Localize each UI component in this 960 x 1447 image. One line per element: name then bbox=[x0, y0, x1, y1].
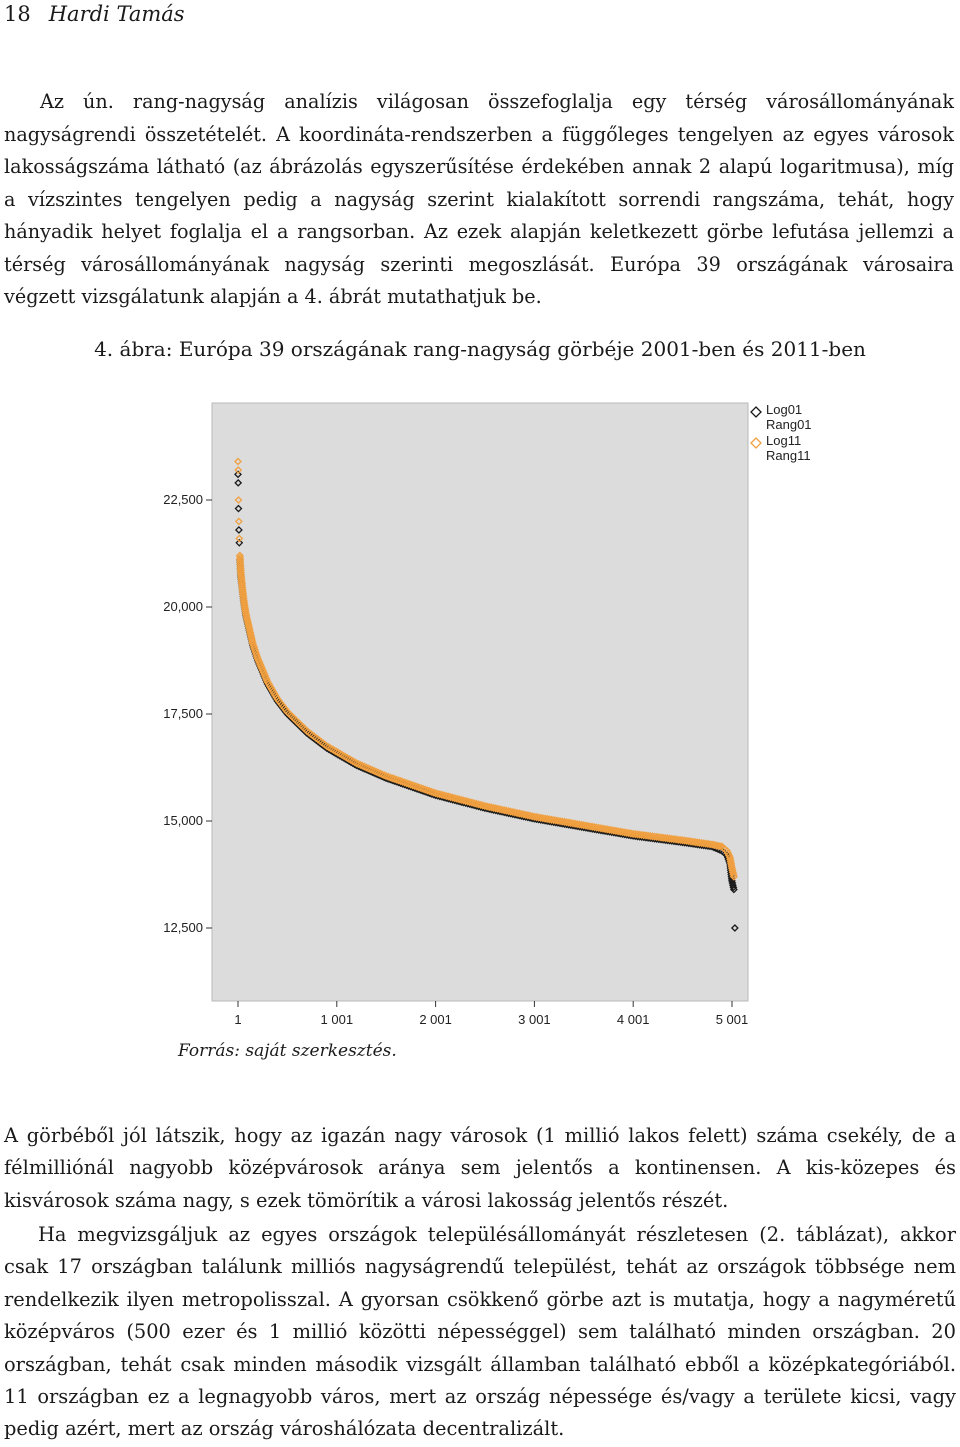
legend-label: Log01 bbox=[766, 402, 803, 417]
legend-label: Log11 bbox=[766, 433, 802, 448]
y-tick-label: 12,500 bbox=[163, 920, 203, 935]
running-author: Hardi Tamás bbox=[48, 2, 185, 26]
y-tick-label: 17,500 bbox=[163, 706, 203, 721]
legend-marker bbox=[751, 438, 761, 448]
y-tick-label: 20,000 bbox=[163, 599, 203, 614]
running-header bbox=[4, 2, 185, 26]
x-tick-label: 1 001 bbox=[320, 1012, 354, 1027]
plot-area bbox=[212, 403, 748, 1001]
legend-marker bbox=[751, 407, 761, 417]
legend-label: Rang01 bbox=[766, 417, 812, 432]
paragraph-discussion: A görbéből jól látszik, hogy az igazán nagy városok (1 millió lakos felett) száma csekély, de a félmilliónál nagyobb középvárosok aránya sem jelentős a kontinensen. A kis-közepes és kisvárosok száma nagy, s ezek tömörítik a városi lakosság jelentős részét. bbox=[4, 1124, 956, 1212]
x-tick-label: 5 001 bbox=[715, 1012, 749, 1027]
y-tick-label: 15,000 bbox=[163, 813, 203, 828]
y-tick-label: 22,500 bbox=[163, 492, 203, 507]
x-axis bbox=[234, 1001, 748, 1027]
figure-caption: 4. ábra: Európa 39 országának rang-nagyság görbéje 2001-ben és 2011-ben bbox=[94, 337, 866, 361]
rank-size-chart bbox=[0, 385, 960, 1085]
legend-label: Rang11 bbox=[766, 448, 811, 463]
page-number: 18 bbox=[4, 2, 31, 26]
y-axis bbox=[163, 492, 212, 935]
chart-legend bbox=[751, 402, 812, 463]
paragraph-countries: Ha megvizsgáljuk az egyes országok településállományát részletesen (2. táblázat), akkor csak 17 országban találunk milliós nagyságrendű települést, tehát az országok többsége nem rendelkezik ilyen metropolisszal. A gyorsan csökkenő görbe azt is mutatja, hogy a nagyméretű középváros (500 ezer és 1 millió közötti népességgel) sem található minden országban. 20 országban, tehát csak minden második vizsgált államban található ebből a középkategóriából. 11 országban ez a legnagyobb város, mert az ország népessége és/vagy a területe kicsi, vagy pedig azért, mert az ország városhálózata decentralizált. bbox=[4, 1223, 956, 1441]
x-tick-label: 3 001 bbox=[518, 1012, 551, 1027]
figure-source: Forrás: saját szerkesztés. bbox=[178, 1041, 397, 1061]
x-tick-label: 1 bbox=[234, 1012, 242, 1027]
x-tick-label: 4 001 bbox=[616, 1012, 650, 1027]
x-tick-label: 2 001 bbox=[419, 1012, 452, 1027]
paragraph-intro: Az ún. rang-nagyság analízis világosan összefoglalja egy térség városállományának nagyságrendi összetételét. A koordináta-rendszerben a függőleges tengelyen az egyes városok lakosságszáma látható (az ábrázolás egyszerűsítése érdekében annak 2 alapú logaritmusa), míg a vízszintes tengelyen pedig a nagyság szerint kialakított sorrendi rangszáma, tehát, hogy hányadik helyet foglalja el a rangsorban. Az ezek alapján keletkezett görbe lefutása jellemzi a térség városállományának nagyság szerinti megoszlását. Európa 39 országának városaira végzett vizsgálatunk alapján a 4. ábrát mutathatjuk be. bbox=[4, 90, 954, 308]
